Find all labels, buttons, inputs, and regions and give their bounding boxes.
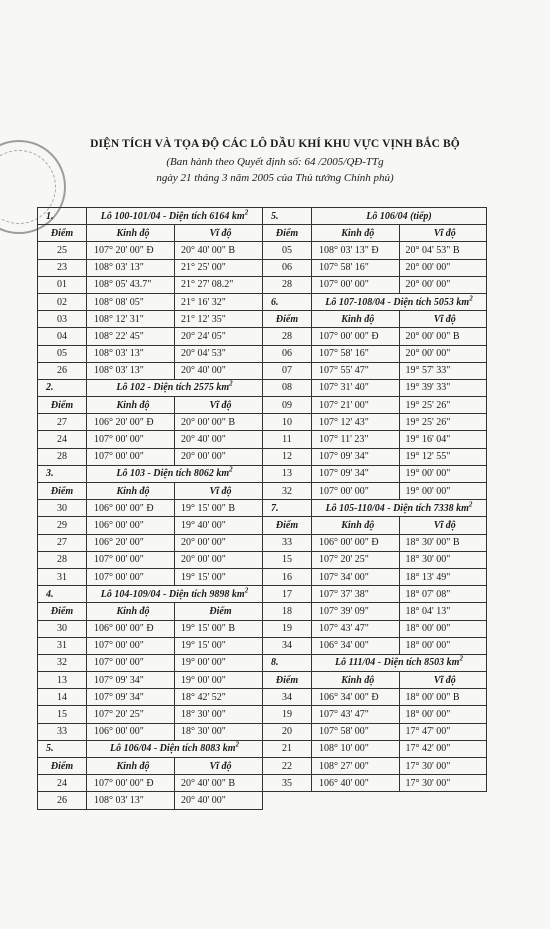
latitude-cell: 20° 40' 00" (175, 431, 263, 448)
longitude-cell: 106° 00' 00" Đ (87, 500, 175, 517)
point-id-cell: 14 (38, 689, 87, 706)
longitude-cell: 107° 58' 16" (312, 259, 400, 276)
latitude-cell: 20° 04' 53" B (399, 242, 487, 259)
coordinate-row (38, 259, 263, 276)
document-subtitle-date: ngày 21 tháng 3 năm 2005 của Thủ tướng Chính phủ) (156, 172, 394, 184)
longitude-header: Kinh độ (87, 397, 175, 414)
latitude-cell: 20° 40' 00" B (175, 775, 263, 792)
block-title (312, 208, 487, 225)
longitude-cell: 108° 03' 13" (87, 362, 175, 379)
latitude-cell: 19° 57' 33" (399, 362, 487, 379)
coordinate-row (263, 483, 487, 500)
coordinate-row (263, 362, 487, 379)
longitude-cell: 108° 03' 13" (87, 259, 175, 276)
coordinate-row (263, 328, 487, 345)
block-title (87, 379, 263, 396)
longitude-header: Kinh độ (87, 758, 175, 775)
latitude-cell: 20° 00' 00" (399, 345, 487, 362)
point-id-cell: 15 (263, 551, 312, 568)
point-header: Điểm (263, 225, 312, 242)
block-title (312, 293, 487, 310)
point-id-cell: 34 (263, 689, 312, 706)
block-number: 8. (263, 654, 312, 671)
latitude-cell: 17° 47' 00" (399, 723, 487, 740)
column-header-row (38, 225, 263, 242)
document-title: DIỆN TÍCH VÀ TỌA ĐỘ CÁC LÔ DẦU KHÍ KHU VỰC VỊNH BẮC BỘ (90, 138, 460, 150)
latitude-header: Vĩ độ (175, 758, 263, 775)
latitude-cell: 21° 12' 35" (175, 311, 263, 328)
longitude-cell: 107° 00' 00" (87, 568, 175, 585)
block-number: 1. (38, 208, 87, 225)
point-id-cell: 34 (263, 637, 312, 654)
document-subtitle-decision: (Ban hành theo Quyết định số: 64 /2005/QĐ-TTg (166, 156, 384, 168)
longitude-cell: 107° 21' 00" (312, 397, 400, 414)
latitude-cell: 19° 00' 00" (175, 672, 263, 689)
coordinate-row (263, 758, 487, 775)
latitude-cell: 18° 42' 52" (175, 689, 263, 706)
coordinate-row (38, 276, 263, 293)
point-id-cell: 24 (38, 775, 87, 792)
area-unit-superscript: 2 (244, 586, 249, 595)
latitude-cell: 17° 30' 00" (399, 775, 487, 792)
latitude-cell: 17° 42' 00" (399, 740, 487, 757)
block-title-text: Lô 105-110/04 - Diện tích 7338 km (325, 502, 469, 514)
coordinate-row (38, 517, 263, 534)
coordinate-row (263, 620, 487, 637)
coordinate-row (38, 568, 263, 585)
point-id-cell: 10 (263, 414, 312, 431)
coordinate-row (263, 276, 487, 293)
coordinate-row (263, 414, 487, 431)
latitude-cell: 19° 16' 04" (399, 431, 487, 448)
latitude-header: Vĩ độ (175, 397, 263, 414)
area-unit-superscript: 2 (469, 294, 473, 303)
right-coordinates-table (262, 207, 487, 792)
longitude-cell: 107° 09' 34" (312, 448, 400, 465)
column-header-row (38, 397, 263, 414)
longitude-cell: 108° 05' 43.7" (87, 276, 175, 293)
coordinate-row (38, 293, 263, 310)
coordinate-row (263, 242, 487, 259)
block-title-text: Lô 106/04 - Diện tích 8083 km (109, 743, 236, 755)
column-header-row (38, 483, 263, 500)
longitude-cell: 106° 00' 00" Đ (87, 620, 175, 637)
longitude-cell: 107° 11' 23" (312, 431, 400, 448)
coordinate-row (263, 397, 487, 414)
point-header: Điểm (38, 225, 87, 242)
point-id-cell: 03 (38, 311, 87, 328)
longitude-cell: 107° 43' 47" (312, 706, 400, 723)
coordinate-row (263, 568, 487, 585)
latitude-header: Vĩ độ (399, 517, 487, 534)
longitude-cell: 107° 09' 34" (87, 689, 175, 706)
longitude-cell: 107° 20' 25" (87, 706, 175, 723)
point-id-cell: 23 (38, 259, 87, 276)
longitude-header: Kinh độ (87, 483, 175, 500)
latitude-cell: 21° 25' 00" (175, 259, 263, 276)
longitude-cell: 108° 27' 00" (312, 758, 400, 775)
latitude-cell: 19° 00' 00" (399, 483, 487, 500)
point-id-cell: 26 (38, 792, 87, 809)
block-number: 5. (263, 208, 312, 225)
point-id-cell: 08 (263, 379, 312, 396)
point-header: Điểm (263, 517, 312, 534)
longitude-cell: 106° 34' 00" Đ (312, 689, 400, 706)
block-title-text: Lô 103 - Diện tích 8062 km (116, 468, 230, 480)
coordinate-row (263, 689, 487, 706)
coordinate-row (38, 311, 263, 328)
area-unit-superscript: 2 (229, 380, 233, 389)
right-coordinates-column (262, 207, 487, 792)
point-id-cell: 06 (263, 259, 312, 276)
longitude-cell: 107° 55' 47" (312, 362, 400, 379)
block-title-row (263, 293, 487, 310)
block-title-row (263, 654, 487, 671)
point-id-cell: 21 (263, 740, 312, 757)
latitude-cell: 18° 13' 49" (399, 568, 487, 585)
longitude-cell: 107° 00' 00" (87, 551, 175, 568)
latitude-cell: 19° 15' 00" (175, 637, 263, 654)
latitude-cell: 19° 25' 26" (399, 414, 487, 431)
coordinate-row (263, 775, 487, 792)
block-title (87, 586, 263, 603)
coordinate-row (38, 345, 263, 362)
longitude-cell: 107° 39' 09" (312, 603, 400, 620)
longitude-cell: 107° 00' 00" (87, 448, 175, 465)
coordinate-row (38, 328, 263, 345)
latitude-cell: 18° 30' 00" (175, 706, 263, 723)
longitude-cell: 107° 00' 00" Đ (312, 328, 400, 345)
latitude-cell: 20° 00' 00" (175, 534, 263, 551)
coordinate-row (38, 706, 263, 723)
coordinate-row (263, 551, 487, 568)
point-id-cell: 28 (263, 276, 312, 293)
latitude-cell: 19° 12' 55" (399, 448, 487, 465)
latitude-cell: 19° 00' 00" (399, 465, 487, 482)
latitude-cell: 18° 00' 00" B (399, 689, 487, 706)
coordinate-row (38, 620, 263, 637)
point-header: Điểm (38, 397, 87, 414)
point-id-cell: 32 (263, 483, 312, 500)
point-id-cell: 30 (38, 500, 87, 517)
block-title-row (263, 500, 487, 517)
block-number: 4. (38, 586, 87, 603)
point-id-cell: 19 (263, 620, 312, 637)
coordinate-row (38, 551, 263, 568)
coordinate-row (38, 775, 263, 792)
block-title-text: Lô 102 - Diện tích 2575 km (116, 382, 230, 394)
point-id-cell: 28 (263, 328, 312, 345)
latitude-cell: 20° 24' 05" (175, 328, 263, 345)
longitude-cell: 106° 00' 00" (87, 517, 175, 534)
longitude-header: Kinh độ (312, 311, 400, 328)
point-header: Điểm (38, 483, 87, 500)
latitude-cell: 18° 07' 08" (399, 586, 487, 603)
point-id-cell: 13 (263, 465, 312, 482)
block-title-row (38, 586, 263, 603)
point-id-cell: 05 (263, 242, 312, 259)
point-id-cell: 28 (38, 448, 87, 465)
column-header-row (263, 225, 487, 242)
latitude-header: Vĩ độ (399, 311, 487, 328)
latitude-cell: 20° 00' 00" (175, 551, 263, 568)
longitude-cell: 107° 09' 34" (312, 465, 400, 482)
block-number: 2. (38, 379, 87, 396)
block-number: 3. (38, 465, 87, 482)
longitude-cell: 108° 10' 00" (312, 740, 400, 757)
longitude-cell: 107° 20' 25" (312, 551, 400, 568)
point-id-cell: 06 (263, 345, 312, 362)
longitude-header: Kinh độ (87, 603, 175, 620)
latitude-cell: 17° 30' 00" (399, 758, 487, 775)
block-title-text: Lô 106/04 (tiếp) (366, 210, 432, 222)
coordinate-row (263, 259, 487, 276)
area-unit-superscript: 2 (468, 500, 473, 509)
longitude-cell: 106° 00' 00" Đ (312, 534, 400, 551)
coordinate-row (38, 362, 263, 379)
point-id-cell: 32 (38, 654, 87, 671)
point-id-cell: 15 (38, 706, 87, 723)
latitude-cell: 20° 04' 53" (175, 345, 263, 362)
coordinate-row (263, 586, 487, 603)
coordinate-row (263, 465, 487, 482)
point-id-cell: 31 (38, 637, 87, 654)
latitude-header: Vĩ độ (175, 483, 263, 500)
block-title-row (38, 465, 263, 482)
column-header-row (38, 758, 263, 775)
column-header-row (263, 311, 487, 328)
column-header-row (263, 517, 487, 534)
latitude-cell: 19° 15' 00" B (175, 500, 263, 517)
latitude-cell: 20° 00' 00" (399, 276, 487, 293)
block-title-row (38, 379, 263, 396)
longitude-header: Kinh độ (312, 517, 400, 534)
area-unit-superscript: 2 (229, 466, 233, 475)
point-id-cell: 35 (263, 775, 312, 792)
coordinate-row (38, 792, 263, 809)
longitude-cell: 107° 09' 34" (87, 672, 175, 689)
left-coordinates-column (37, 207, 263, 810)
longitude-cell: 107° 00' 00" (312, 483, 400, 500)
block-title (87, 740, 263, 757)
longitude-cell: 107° 58' 16" (312, 345, 400, 362)
longitude-cell: 107° 00' 00" (312, 276, 400, 293)
latitude-cell: 21° 27' 08.2" (175, 276, 263, 293)
latitude-cell: 18° 30' 00" (175, 723, 263, 740)
coordinate-row (263, 723, 487, 740)
coordinate-row (263, 379, 487, 396)
coordinate-row (263, 431, 487, 448)
point-id-cell: 01 (38, 276, 87, 293)
coordinate-row (38, 448, 263, 465)
point-id-cell: 27 (38, 414, 87, 431)
longitude-cell: 108° 03' 13" Đ (312, 242, 400, 259)
longitude-cell: 107° 00' 00" Đ (87, 775, 175, 792)
point-id-cell: 19 (263, 706, 312, 723)
block-number: 5. (38, 740, 87, 757)
coordinate-row (263, 448, 487, 465)
latitude-cell: 20° 00' 00" B (399, 328, 487, 345)
latitude-cell: 18° 00' 00" (399, 637, 487, 654)
point-id-cell: 17 (263, 586, 312, 603)
longitude-cell: 106° 20' 00" (87, 534, 175, 551)
column-header-row (38, 603, 263, 620)
point-id-cell: 05 (38, 345, 87, 362)
coordinate-row (263, 637, 487, 654)
longitude-cell: 108° 22' 45" (87, 328, 175, 345)
point-id-cell: 24 (38, 431, 87, 448)
point-id-cell: 28 (38, 551, 87, 568)
point-id-cell: 18 (263, 603, 312, 620)
longitude-header: Kinh độ (87, 225, 175, 242)
point-id-cell: 04 (38, 328, 87, 345)
longitude-cell: 107° 20' 00" Đ (87, 242, 175, 259)
block-number: 6. (263, 293, 312, 310)
latitude-cell: 19° 15' 00" B (175, 620, 263, 637)
latitude-header: Vĩ độ (399, 225, 487, 242)
coordinate-row (263, 534, 487, 551)
block-title-text: Lô 104-109/04 - Diện tích 9898 km (100, 588, 245, 600)
block-title-row (263, 208, 487, 225)
latitude-header: Vĩ độ (175, 225, 263, 242)
latitude-cell: 19° 00' 00" (175, 654, 263, 671)
latitude-cell: 19° 39' 33" (399, 379, 487, 396)
coordinate-row (38, 431, 263, 448)
latitude-cell: 19° 25' 26" (399, 397, 487, 414)
point-header: Điểm (38, 603, 87, 620)
longitude-cell: 108° 03' 13" (87, 792, 175, 809)
area-unit-superscript: 2 (244, 208, 249, 217)
coordinate-row (38, 500, 263, 517)
longitude-cell: 108° 12' 31" (87, 311, 175, 328)
point-id-cell: 25 (38, 242, 87, 259)
point-id-cell: 11 (263, 431, 312, 448)
point-id-cell: 33 (263, 534, 312, 551)
latitude-cell: 20° 00' 00" B (175, 414, 263, 431)
point-id-cell: 33 (38, 723, 87, 740)
longitude-header: Kinh độ (312, 225, 400, 242)
point-id-cell: 22 (263, 758, 312, 775)
block-title-row (38, 740, 263, 757)
point-id-cell: 02 (38, 293, 87, 310)
block-title (312, 654, 487, 671)
point-id-cell: 31 (38, 568, 87, 585)
latitude-cell: 18° 30' 00" (399, 551, 487, 568)
coordinate-row (263, 345, 487, 362)
block-title-row (38, 208, 263, 225)
point-id-cell: 13 (38, 672, 87, 689)
coordinate-row (38, 534, 263, 551)
longitude-cell: 107° 34' 00" (312, 568, 400, 585)
coordinate-row (38, 672, 263, 689)
coordinate-row (263, 603, 487, 620)
coordinate-row (38, 723, 263, 740)
block-title (87, 465, 263, 482)
coordinate-row (263, 740, 487, 757)
point-id-cell: 07 (263, 362, 312, 379)
block-number: 7. (263, 500, 312, 517)
left-coordinates-table (37, 207, 263, 810)
point-id-cell: 29 (38, 517, 87, 534)
longitude-cell: 107° 37' 38" (312, 586, 400, 603)
point-id-cell: 30 (38, 620, 87, 637)
longitude-cell: 107° 00' 00" (87, 637, 175, 654)
longitude-cell: 107° 12' 43" (312, 414, 400, 431)
longitude-cell: 107° 00' 00" (87, 654, 175, 671)
latitude-cell: 20° 40' 00" (175, 362, 263, 379)
longitude-cell: 106° 20' 00" Đ (87, 414, 175, 431)
longitude-cell: 107° 58' 00" (312, 723, 400, 740)
longitude-cell: 107° 31' 40" (312, 379, 400, 396)
coordinate-row (38, 637, 263, 654)
latitude-cell: 18° 00' 00" (399, 706, 487, 723)
point-id-cell: 27 (38, 534, 87, 551)
longitude-cell: 107° 00' 00" (87, 431, 175, 448)
longitude-cell: 108° 03' 13" (87, 345, 175, 362)
area-unit-superscript: 2 (459, 655, 463, 664)
longitude-cell: 106° 00' 00" (87, 723, 175, 740)
point-id-cell: 09 (263, 397, 312, 414)
longitude-cell: 108° 08' 05" (87, 293, 175, 310)
block-title (87, 208, 263, 225)
point-header: Điểm (263, 311, 312, 328)
longitude-header: Kinh độ (312, 672, 400, 689)
coordinate-row (38, 414, 263, 431)
coordinate-row (38, 689, 263, 706)
point-id-cell: 20 (263, 723, 312, 740)
coordinate-row (38, 654, 263, 671)
latitude-cell: 18° 04' 13" (399, 603, 487, 620)
longitude-cell: 106° 34' 00" (312, 637, 400, 654)
block-title (312, 500, 487, 517)
latitude-cell: 21° 16' 32" (175, 293, 263, 310)
latitude-header: Điểm (175, 603, 263, 620)
coordinate-row (263, 706, 487, 723)
latitude-cell: 20° 40' 00" (175, 792, 263, 809)
latitude-cell: 20° 00' 00" (175, 448, 263, 465)
latitude-cell: 19° 15' 00" (175, 568, 263, 585)
latitude-cell: 20° 40' 00" B (175, 242, 263, 259)
point-id-cell: 16 (263, 568, 312, 585)
block-title-text: Lô 111/04 - Diện tích 8503 km (335, 657, 460, 669)
point-header: Điểm (38, 758, 87, 775)
latitude-header: Vĩ độ (399, 672, 487, 689)
block-title-text: Lô 107-108/04 - Diện tích 5053 km (325, 296, 470, 308)
area-unit-superscript: 2 (235, 741, 240, 750)
longitude-cell: 106° 40' 00" (312, 775, 400, 792)
latitude-cell: 18° 30' 00" B (399, 534, 487, 551)
block-title-text: Lô 100-101/04 - Diện tích 6164 km (100, 210, 245, 222)
column-header-row (263, 672, 487, 689)
point-id-cell: 12 (263, 448, 312, 465)
point-header: Điểm (263, 672, 312, 689)
latitude-cell: 19° 40' 00" (175, 517, 263, 534)
coordinate-row (38, 242, 263, 259)
latitude-cell: 18° 00' 00" (399, 620, 487, 637)
latitude-cell: 20° 00' 00" (399, 259, 487, 276)
longitude-cell: 107° 43' 47" (312, 620, 400, 637)
point-id-cell: 26 (38, 362, 87, 379)
